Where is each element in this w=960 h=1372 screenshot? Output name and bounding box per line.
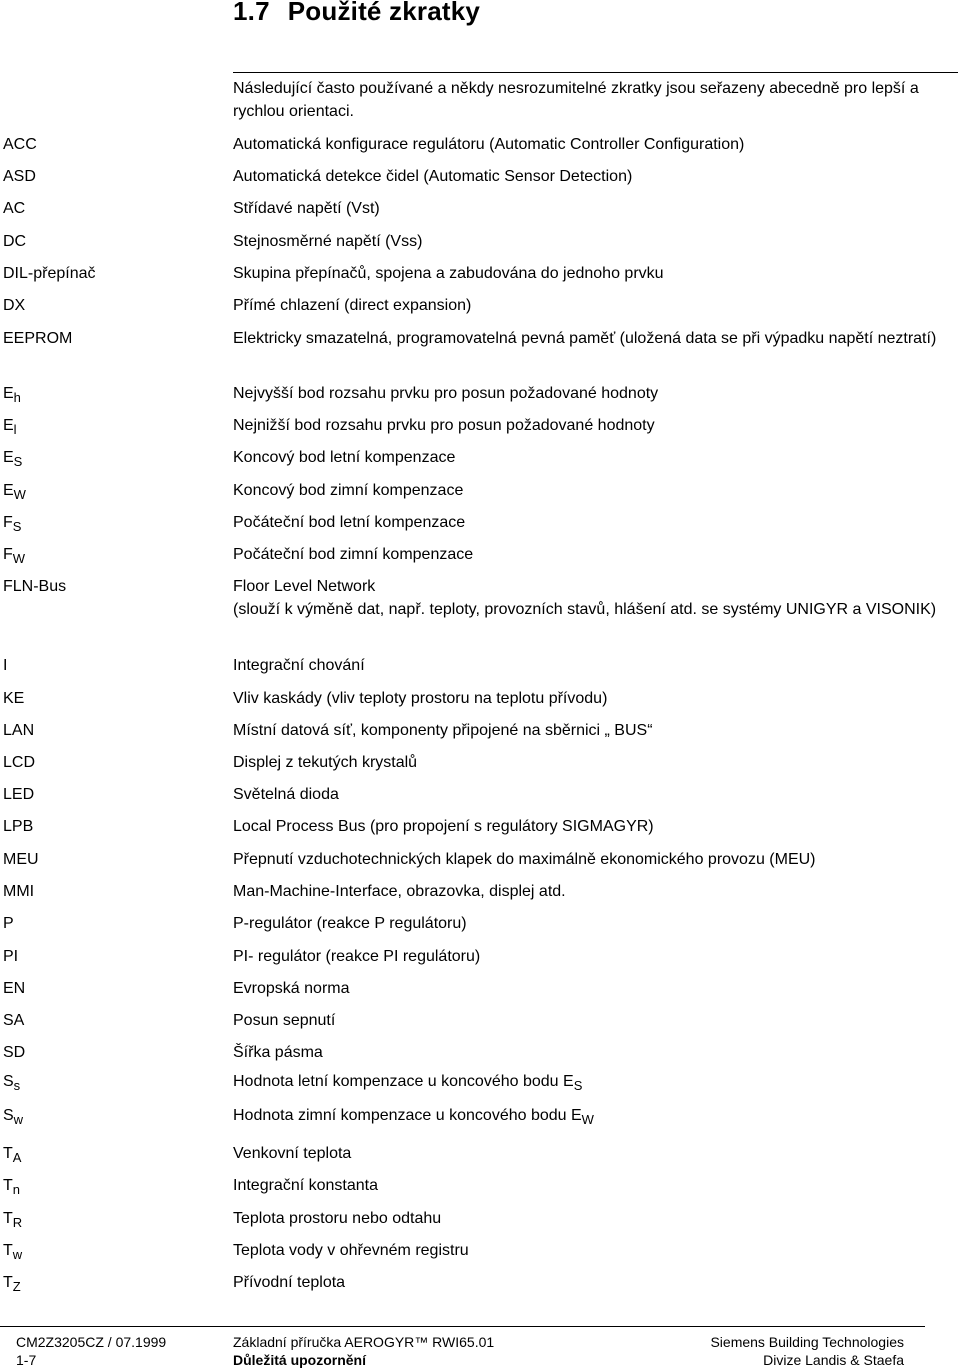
heading-divider: [233, 72, 958, 73]
term-subscript: W: [13, 487, 26, 502]
term-text: T: [3, 1274, 13, 1291]
term-text: LAN: [3, 722, 35, 739]
description-text: Vliv kaskády (vliv teploty prostoru na teplotu přívodu): [233, 690, 608, 707]
abbreviation-term: [3, 575, 66, 598]
description-text: Nejnižší bod rozsahu prvku pro posun požadované hodnoty: [233, 417, 655, 434]
term-subscript: w: [12, 1247, 23, 1262]
term-text: DX: [3, 297, 26, 314]
abbreviation-description: [233, 912, 955, 935]
abbreviation-term: [3, 783, 34, 806]
abbreviation-description: [233, 1207, 955, 1230]
term-text: E: [3, 482, 14, 499]
abbreviation-term: [3, 1142, 21, 1165]
abbreviation-description: [233, 848, 955, 871]
abbreviation-description: [233, 1239, 955, 1262]
description-text: Střídavé napětí (Vst): [233, 200, 380, 217]
section-heading: [233, 0, 480, 27]
section-title: Použité zkratky: [287, 0, 481, 26]
abbreviation-term: [3, 414, 17, 437]
term-text: PI: [3, 948, 19, 965]
intro-paragraph: Následující často používané a někdy nesrozumitelné zkratky jsou seřazeny abecedně pro lepší a rychlou orientaci.: [233, 80, 919, 120]
term-text: SD: [3, 1044, 26, 1061]
abbreviation-description: [233, 294, 955, 317]
footer-chapter: Důležitá upozornění: [233, 1352, 366, 1368]
description-text: Skupina přepínačů, spojena a zabudována do jednoho prvku: [233, 265, 664, 282]
description-text: Man-Machine-Interface, obrazovka, displej atd.: [233, 883, 566, 900]
abbreviation-term: [3, 1239, 22, 1262]
term-text: FLN-Bus: [3, 578, 67, 595]
abbreviation-term: [3, 1041, 25, 1064]
description-text: P-regulátor (reakce P regulátoru): [233, 915, 467, 932]
description-subscript: W: [581, 1112, 594, 1127]
abbreviation-term: [3, 751, 35, 774]
description-text: Přímé chlazení (direct expansion): [233, 297, 472, 314]
term-subscript: Z: [12, 1279, 21, 1294]
term-text: E: [3, 385, 14, 402]
term-text: AC: [3, 200, 26, 217]
description-text: Automatická konfigurace regulátoru (Automatic Controller Configuration): [233, 136, 745, 153]
term-text: LCD: [3, 754, 36, 771]
description-text: Displej z tekutých krystalů: [233, 754, 418, 771]
abbreviation-description: [233, 327, 955, 350]
abbreviation-term: [3, 262, 96, 285]
abbreviation-description: [233, 1041, 955, 1064]
section-number: 1.7: [233, 0, 270, 26]
abbreviation-term: [3, 1271, 21, 1294]
abbreviation-description: [233, 1174, 955, 1197]
term-subscript: n: [12, 1182, 21, 1197]
abbreviation-description: [233, 1104, 955, 1127]
term-text: T: [3, 1210, 13, 1227]
term-text: ASD: [3, 168, 36, 185]
abbreviation-description: [233, 880, 955, 903]
term-text: F: [3, 514, 13, 531]
abbreviation-description: [233, 719, 955, 742]
abbreviation-term: [3, 382, 21, 405]
term-text: E: [3, 449, 14, 466]
abbreviation-description: [233, 414, 955, 437]
abbreviation-term: [3, 880, 34, 903]
term-text: T: [3, 1145, 13, 1162]
description-text: Automatická detekce čidel (Automatic Sensor Detection): [233, 168, 633, 185]
description-text: Posun sepnutí: [233, 1012, 336, 1029]
description-text: Šířka pásma: [233, 1044, 323, 1061]
abbreviation-description: [233, 1142, 955, 1165]
abbreviation-description: [233, 687, 955, 710]
description-text: Hodnota letní kompenzace u koncového bodu E: [233, 1073, 574, 1090]
abbreviation-term: [3, 1174, 20, 1197]
description-text: Elektricky smazatelná, programovatelná pevná paměť (uložená data se při výpadku napětí neztratí): [233, 330, 937, 347]
abbreviation-term: [3, 479, 26, 502]
abbreviation-term: [3, 1207, 22, 1230]
description-subscript: S: [573, 1078, 583, 1093]
abbreviation-term: [3, 327, 72, 350]
term-text: MEU: [3, 851, 39, 868]
term-text: SA: [3, 1012, 25, 1029]
abbreviation-description: [233, 543, 955, 566]
abbreviation-term: [3, 511, 21, 534]
description-text: Koncový bod letní kompenzace: [233, 449, 456, 466]
description-text: Nejvyšší bod rozsahu prvku pro posun požadované hodnoty: [233, 385, 659, 402]
abbreviation-term: [3, 1070, 20, 1093]
term-text: P: [3, 915, 14, 932]
term-subscript: s: [13, 1078, 21, 1093]
abbreviation-term: [3, 687, 24, 710]
term-text: LPB: [3, 818, 34, 835]
abbreviation-term: [3, 230, 26, 253]
abbreviation-description: [233, 262, 955, 285]
abbreviation-description: [233, 511, 955, 534]
abbreviation-term: [3, 133, 37, 156]
abbreviation-term: [3, 719, 34, 742]
term-text: MMI: [3, 883, 35, 900]
abbreviation-description: [233, 197, 955, 220]
description-text: Floor Level Network: [233, 578, 376, 595]
description-text: Local Process Bus (pro propojení s regulátory SIGMAGYR): [233, 818, 654, 835]
description-text: Hodnota zimní kompenzace u koncového bodu E: [233, 1107, 582, 1124]
term-text: T: [3, 1177, 13, 1194]
term-subscript: R: [12, 1215, 23, 1230]
term-subscript: S: [13, 454, 23, 469]
description-text: Světelná dioda: [233, 786, 339, 803]
term-subscript: S: [12, 519, 22, 534]
description-text: Teplota vody v ohřevném registru: [233, 1242, 469, 1259]
abbreviation-description: [233, 945, 955, 968]
abbreviation-description: [233, 230, 955, 253]
term-text: KE: [3, 690, 25, 707]
abbreviation-description: [233, 1271, 955, 1294]
description-text: Místní datová síť, komponenty připojené na sběrnici „ BUS“: [233, 722, 653, 739]
description-text: Stejnosměrné napětí (Vss): [233, 233, 423, 250]
abbreviation-description: [233, 382, 955, 405]
abbreviation-term: [3, 543, 25, 566]
term-subscript: h: [13, 390, 21, 405]
abbreviation-description: [233, 165, 955, 188]
abbreviation-term: [3, 654, 7, 677]
term-text: E: [3, 417, 14, 434]
footer-company: Siemens Building Technologies: [710, 1334, 904, 1350]
description-text: Počáteční bod letní kompenzace: [233, 514, 466, 531]
term-text: DC: [3, 233, 27, 250]
description-text: Teplota prostoru nebo odtahu: [233, 1210, 442, 1227]
abbreviation-description: [233, 977, 955, 1000]
abbreviation-description: [233, 1009, 955, 1032]
description-continuation: (slouží k výměně dat, např. teploty, provozních stavů, hlášení atd. se systémy UNIGYR a VISONIK): [233, 601, 937, 618]
term-text: EEPROM: [3, 330, 73, 347]
abbreviation-term: [3, 848, 39, 871]
abbreviation-description: [233, 1070, 955, 1093]
abbreviation-description: [233, 654, 955, 677]
description-text: PI- regulátor (reakce PI regulátoru): [233, 948, 481, 965]
abbreviation-term: [3, 165, 36, 188]
description-text: Evropská norma: [233, 980, 350, 997]
abbreviation-term: [3, 1009, 24, 1032]
abbreviation-term: [3, 1104, 23, 1127]
description-text: Integrační konstanta: [233, 1177, 378, 1194]
description-text: Koncový bod zimní kompenzace: [233, 482, 464, 499]
abbreviation-term: [3, 815, 33, 838]
abbreviation-description: [233, 783, 955, 806]
footer-page-number: 1-7: [16, 1352, 37, 1368]
abbreviation-term: [3, 446, 22, 469]
term-subscript: l: [13, 422, 17, 437]
footer-divider: [0, 1326, 925, 1327]
abbreviation-term: [3, 294, 25, 317]
term-text: F: [3, 546, 13, 563]
footer-doc-code: CM2Z3205CZ / 07.1999: [16, 1334, 167, 1350]
term-subscript: W: [12, 551, 26, 566]
footer-division: Divize Landis & Staefa: [763, 1352, 904, 1368]
term-subscript: w: [13, 1112, 24, 1127]
abbreviation-term: [3, 945, 18, 968]
description-text: Venkovní teplota: [233, 1145, 352, 1162]
abbreviation-term: [3, 977, 25, 1000]
abbreviation-description: [233, 751, 955, 774]
abbreviation-term: [3, 912, 14, 935]
term-text: S: [3, 1107, 14, 1124]
abbreviation-description: [233, 815, 955, 838]
term-subscript: A: [12, 1150, 22, 1165]
abbreviation-description: [233, 133, 955, 156]
description-text: Přívodní teplota: [233, 1274, 346, 1291]
abbreviation-description: [233, 446, 955, 469]
description-text: Integrační chování: [233, 657, 365, 674]
abbreviation-term: [3, 197, 25, 220]
term-text: LED: [3, 786, 35, 803]
description-text: Přepnutí vzduchotechnických klapek do maximálně ekonomického provozu (MEU): [233, 851, 816, 868]
term-text: S: [3, 1073, 14, 1090]
term-text: ACC: [3, 136, 37, 153]
term-text: I: [3, 657, 8, 674]
description-text: Počáteční bod zimní kompenzace: [233, 546, 474, 563]
abbreviation-description: [233, 575, 955, 621]
abbreviation-description: [233, 479, 955, 502]
term-text: EN: [3, 980, 26, 997]
term-text: T: [3, 1242, 13, 1259]
footer-manual-title: Základní příručka AEROGYR™ RWI65.01: [233, 1334, 495, 1350]
term-text: DIL-přepínač: [3, 265, 96, 282]
